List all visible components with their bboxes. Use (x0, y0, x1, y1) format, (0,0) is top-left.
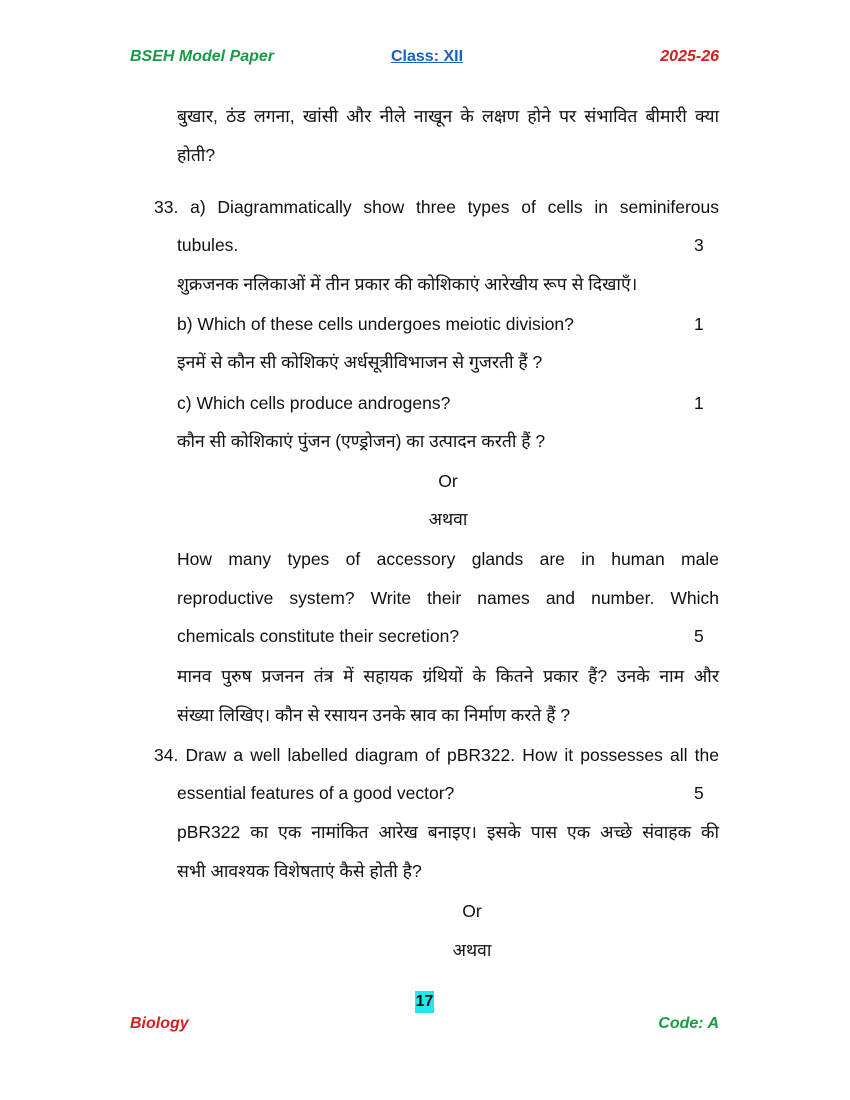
q34-line-1: 34. Draw a well labelled diagram of pBR322. How it possesses all the (154, 745, 719, 765)
q33-part-b-hindi: इनमें से कौन सी कोशिकएं अर्धसूत्रीविभाजन से गुजरती हैं ? (177, 352, 543, 372)
footer-code: Code: A (658, 1015, 719, 1032)
q33-or-hindi: अथवा (428, 509, 468, 529)
q34-hindi-1: pBR322 का एक नामांकित आरेख बनाइए। इसके पास एक अच्छे संवाहक की (177, 822, 719, 842)
q33-part-c-hindi: कौन सी कोशिकाएं पुंजन (एण्ड्रोजन) का उत्पादन करती हैं ? (177, 431, 546, 451)
header-class: Class: XII (391, 48, 464, 65)
q33-alt-hindi-1: मानव पुरुष प्रजनन तंत्र में सहायक ग्रंथियों के कितने प्रकार हैं? उनके नाम और (177, 666, 719, 686)
header-session: 2025-26 (660, 48, 719, 65)
q33-part-b-marks: 1 (694, 314, 704, 334)
q34-hindi-2: सभी आवश्यक विशेषताएं कैसे होती है? (177, 861, 422, 881)
q33-alt-line-2: reproductive system? Write their names and number. Which (177, 588, 719, 608)
q34-or-english: Or (462, 901, 482, 921)
page-number: 17 (415, 991, 434, 1013)
q33-alt-marks: 5 (694, 626, 704, 646)
q33-part-a-line-1: 33. a) Diagrammatically show three types of cells in seminiferous (154, 197, 719, 217)
q33-alt-line-1: How many types of accessory glands are in human male (177, 549, 719, 569)
q33-part-c: c) Which cells produce androgens? (177, 393, 451, 413)
q33-part-a-hindi: शुक्रजनक नलिकाओं में तीन प्रकार की कोशिकाएं आरेखीय रूप से दिखाएँ। (177, 274, 638, 294)
continued-question-line-1: बुखार, ठंड लगना, खांसी और नीले नाखून के लक्षण होने पर संभावित बीमारी क्या (177, 106, 719, 126)
q33-part-a-line-2: tubules. (177, 235, 239, 255)
q33-alt-line-3: chemicals constitute their secretion? (177, 626, 460, 646)
q33-or-english: Or (438, 471, 458, 491)
header-paper-title: BSEH Model Paper (130, 48, 275, 65)
q33-alt-hindi-2: संख्या लिखिए। कौन से रसायन उनके स्राव का निर्माण करते हैं ? (177, 705, 571, 725)
q33-part-c-marks: 1 (694, 393, 704, 413)
footer-subject: Biology (130, 1015, 189, 1032)
q34-marks: 5 (694, 783, 704, 803)
q34-line-2: essential features of a good vector? (177, 783, 455, 803)
continued-question-line-2: होती? (177, 145, 216, 165)
q33-part-a-marks: 3 (694, 235, 704, 255)
q33-part-b: b) Which of these cells undergoes meiotic division? (177, 314, 574, 334)
q34-or-hindi: अथवा (452, 940, 492, 960)
